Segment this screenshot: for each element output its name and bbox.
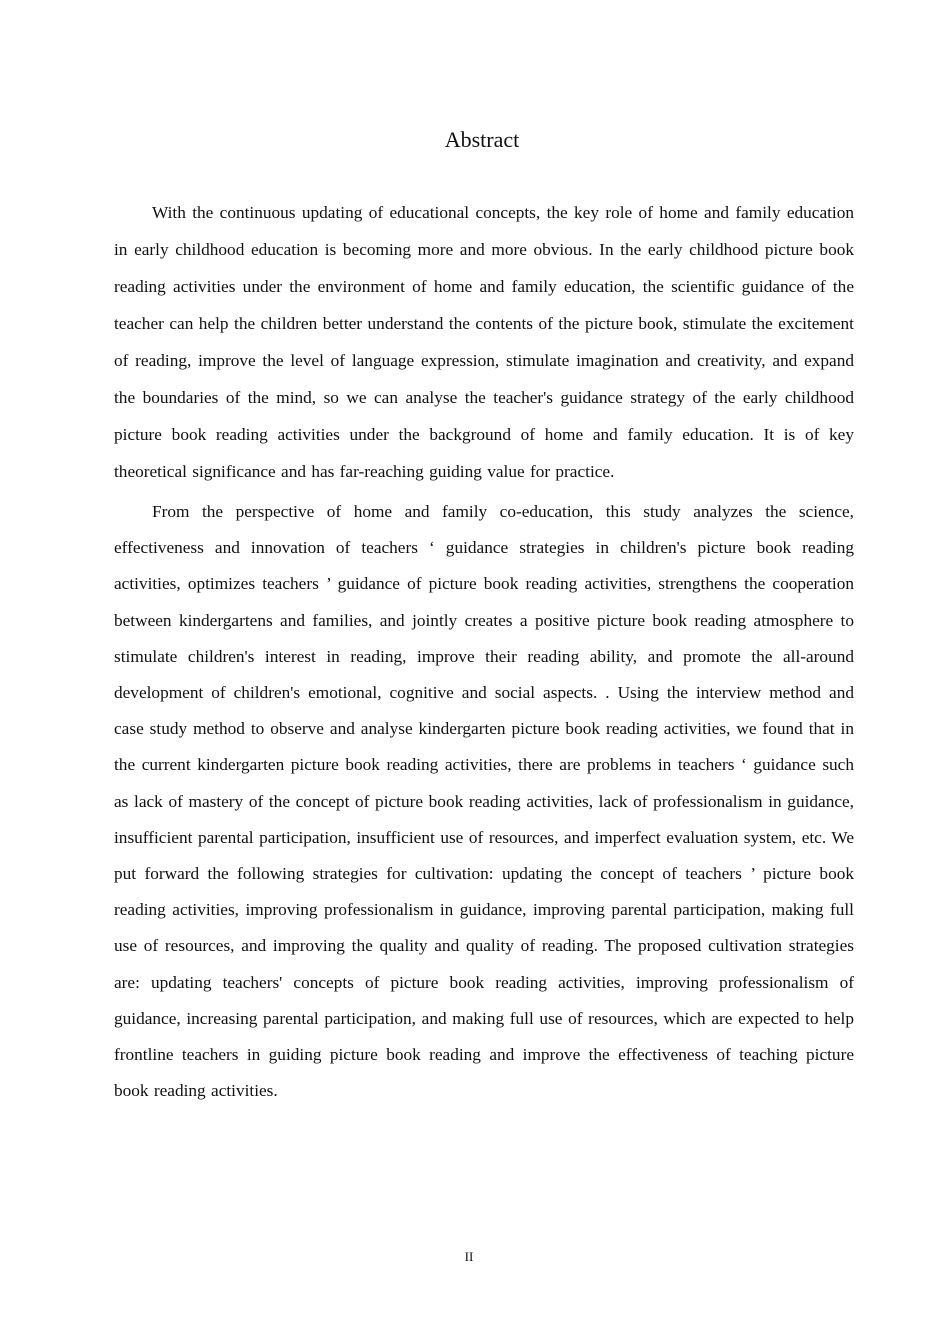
abstract-body	[114, 194, 854, 1109]
abstract-paragraph-1: With the continuous updating of educational concepts, the key role of home and family education in early childhood education is becoming more and more obvious. In the early childhood picture book reading activities under the environment of home and family education, the scientific guidance of the teacher can help the children better understand the contents of the picture book, stimulate the excitement of reading, improve the level of language expression, stimulate imagination and creativity, and expand the boundaries of the mind, so we can analyse the teacher's guidance strategy of the early childhood picture book reading activities under the background of home and family education. It is of key theoretical significance and has far-reaching guiding value for practice.	[114, 203, 854, 481]
abstract-paragraph-2: From the perspective of home and family co-education, this study analyzes the science, effectiveness and innovation of teachers ‘ guidance strategies in children's picture book reading activities, optimizes teachers ’ guidance of picture book reading activities, strengthens the cooperation between kindergartens and families, and jointly creates a positive picture book reading atmosphere to stimulate children's interest in reading, improve their reading ability, and promote the all-around development of children's emotional, cognitive and social aspects. . Using the interview method and case study method to observe and analyse kindergarten picture book reading activities, we found that in the current kindergarten picture book reading activities, there are problems in teachers ‘ guidance such as lack of mastery of the concept of picture book reading activities, lack of professionalism in guidance, insufficient parental participation, insufficient use of resources, and imperfect evaluation system, etc. We put forward the following strategies for cultivation: updating the concept of teachers ’ picture book reading activities, improving professionalism in guidance, improving parental participation, making full use of resources, and improving the quality and quality of reading. The proposed cultivation strategies are: updating teachers' concepts of picture book reading activities, improving professionalism of guidance, increasing parental participation, and making full use of resources, which are expected to help frontline teachers in guiding picture book reading and improve the effectiveness of teaching picture book reading activities.	[114, 502, 854, 1101]
abstract-title: Abstract	[444, 127, 520, 152]
page-number: II	[464, 1249, 474, 1264]
